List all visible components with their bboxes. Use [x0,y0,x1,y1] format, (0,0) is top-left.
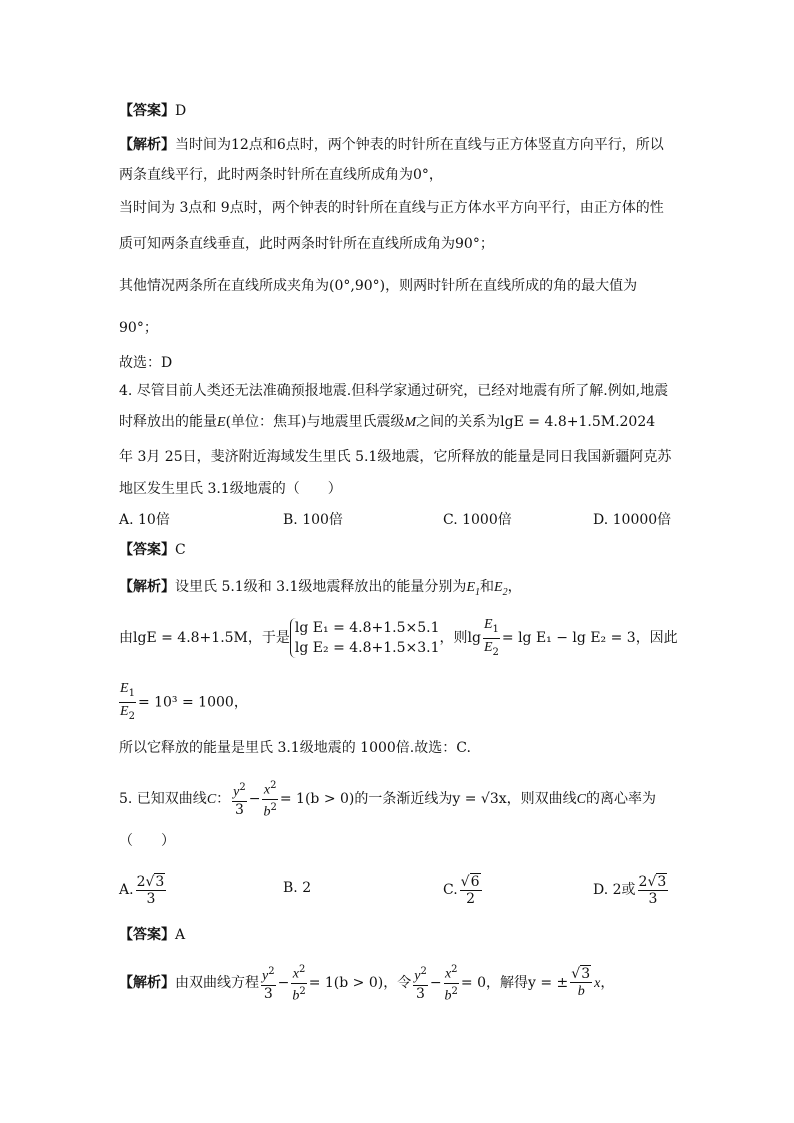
var-E1: $E_1$ [466,580,480,598]
fraction-y2-3: $\frac{y^2}{3}$ [262,966,275,1002]
q4-stem-line-1: 4. 尽管目前人类还无法准确预报地震.但科学家通过研究，已经对地震有所了解.例如,地震 [119,383,669,399]
formula-hyperbola: = 1(b > 0) [308,975,384,992]
var-x: x [594,976,601,992]
formula-hyperbola: = 1(b > 0) [279,791,355,808]
q5-answer-line [119,925,185,945]
text: 的一条渐近线为 [354,791,453,808]
text: ，因此 [635,630,678,646]
fraction-2sqrt3-3: $\frac{2√3}{3}$ [638,873,667,907]
text: 的离心率为 [585,791,656,808]
q4-stem-line-2 [119,412,655,433]
fraction-x2-b2: $\frac{x^2}{b^2}$ [263,780,277,820]
q4-answer-line [119,540,186,560]
q5-analysis-line-1: 【解析】由双曲线方程 $\frac{y^2}{3}$ − $\frac{x^2}{b^2}$ = 1(b > 0)，令 $\frac{y^2}{3}$ − $\frac{x^2}{b^2}$ = 0，解得y = ± $\frac{√3}{b}$ x， [119,964,615,1004]
text: ，于是 [247,630,290,646]
text: 和 [480,579,494,595]
fraction-x2-b2: $\frac{x^2}{b^2}$ [292,964,306,1004]
option-label: A. [119,882,134,898]
q3-analysis-line-1 [119,135,664,155]
q3-analysis-line-3: 当时间为 3点和 9点时，两个钟表的时针所在直线与正方体水平方向平行，由正方体的性 [119,200,664,216]
formula-lgE: lgE = 4.8+1.5M [500,414,616,430]
answer-tag: 【答案】 [119,927,175,943]
system-eq-1: lg E₁ = 4.8+1.5×5.1 [294,620,440,636]
q5-option-a [119,870,168,910]
q4-stem-line-3: 年 3月 25日，斐济附近海域发生里氏 5.1级地震，它所释放的能量是同日我国新疆阿克苏 [119,449,672,465]
formula-power: = 10³ = 1000 [137,694,234,711]
text: ， [600,975,615,992]
analysis-tag: 【解析】 [119,579,175,595]
fraction-E1-E2: $\frac{E_1}{E_2}$ [120,681,135,722]
equation-system [290,618,440,658]
q3-analysis-line-5: 其他情况两条所在直线所成夹角为(0°,90°)，则两时针所在直线所成的角的最大值为 [119,278,638,294]
fraction-sqrt3-b: $\frac{√3}{b}$ [571,966,591,1000]
q3-analysis-line-6: 90°； [119,320,158,336]
answer-value: A [175,927,186,943]
answer-tag: 【答案】 [119,542,175,558]
q3-analysis-line-2: 两条直线平行，此时两条时针所在直线所成角为0°， [119,167,443,183]
analysis-tag: 【解析】 [119,137,175,153]
text: ， [233,694,248,711]
text: 时释放出的能量 [119,414,217,430]
q5-stem-line-1: 5. 已知双曲线C： $\frac{y^2}{3}$ − $\frac{x^2}{b^2}$ = 1(b > 0)的一条渐近线为y = √3x，则双曲线C的离心率为 [119,780,656,820]
q4-analysis-line-3 [119,680,248,725]
fraction-sqrt6-2: $\frac{√6}{2}$ [460,873,480,907]
text: (单位：焦耳)与地震里氏震级 [225,414,405,430]
text: ，令 [383,975,412,992]
text: 5. 已知双曲线 [119,791,207,808]
fraction-E1-E2: $\frac{E_1}{E_2}$ [483,616,499,658]
q4-conclusion: 所以它释放的能量是里氏 3.1级地震的 1000倍.故选：C. [119,740,471,756]
var-M: M [404,415,417,430]
q3-analysis-line-4: 质可知两条直线垂直，此时两条时针所在直线所成角为90°； [119,236,494,252]
analysis-tag: 【解析】 [119,975,175,992]
q4-option-b: B. 100倍 [283,512,343,528]
answer-tag: 【答案】 [119,103,175,119]
fraction-2sqrt3-3: $\frac{2√3}{3}$ [136,873,165,907]
analysis-text: 当时间为12点和6点时，两个钟表的时针所在直线与正方体竖直方向平行，所以 [175,137,664,153]
formula-asymptote: y = √3x [452,791,507,808]
text: ，则双曲线 [506,791,577,808]
text: ，则 [439,630,468,646]
var-E2: $E_2$ [494,580,508,598]
q5-option-b: B. 2 [283,880,312,896]
q3-conclusion: 故选：D [119,355,173,371]
q4-stem-line-4: 地区发生里氏 3.1级地震的（ ） [119,481,342,497]
system-eq-2: lg E₂ = 4.8+1.5×3.1 [294,640,440,656]
fraction-x2-b2: $\frac{x^2}{b^2}$ [444,964,458,1004]
var-E: E [217,415,226,430]
q3-answer-line [119,101,186,121]
q4-option-d: D. 10000倍 [593,512,672,528]
text: 由 [119,630,133,646]
answer-value: C [175,542,186,558]
q4-option-c: C. 1000倍 [443,512,512,528]
formula-diff: = lg E₁ − lg E₂ = 3 [501,630,636,646]
formula-zero: = 0 [460,975,487,992]
formula-lgE: lgE = 4.8+1.5M [133,630,248,646]
q4-option-a: A. 10倍 [119,512,170,528]
formula-y: y = ± [528,975,569,992]
q5-stem-line-2: （ ） [119,833,175,849]
option-label: D. 2或 [593,882,636,898]
var-C: C [206,792,217,808]
fraction-y2-3: $\frac{y^2}{3}$ [233,782,246,818]
text: 由双曲线方程 [175,975,259,992]
q5-option-c [443,870,484,910]
q5-option-d [593,870,670,910]
q4-analysis-line-1: 【解析】设里氏 5.1级和 3.1级地震释放出的能量分别为$E_1$和$E_2$， [119,579,522,598]
text: .2024 [615,414,656,430]
option-label: C. [443,882,458,898]
text: 设里氏 5.1级和 3.1级地震释放出的能量分别为 [175,579,467,595]
var-C: C [576,792,586,808]
text: 之间的关系为 [416,414,501,430]
q4-analysis-line-2: 由lgE = 4.8+1.5M，于是 lg E₁ = 4.8+1.5×5.1 lg E₂ = 4.8+1.5×3.1 ，则lg $\frac{E_1}{E_2}$ = lg E₁ − lg E₂ = 3，因此 [119,614,678,662]
fraction-y2-3: $\frac{y^2}{3}$ [414,966,427,1002]
answer-value: D [175,103,187,119]
text: ，解得 [486,975,529,992]
